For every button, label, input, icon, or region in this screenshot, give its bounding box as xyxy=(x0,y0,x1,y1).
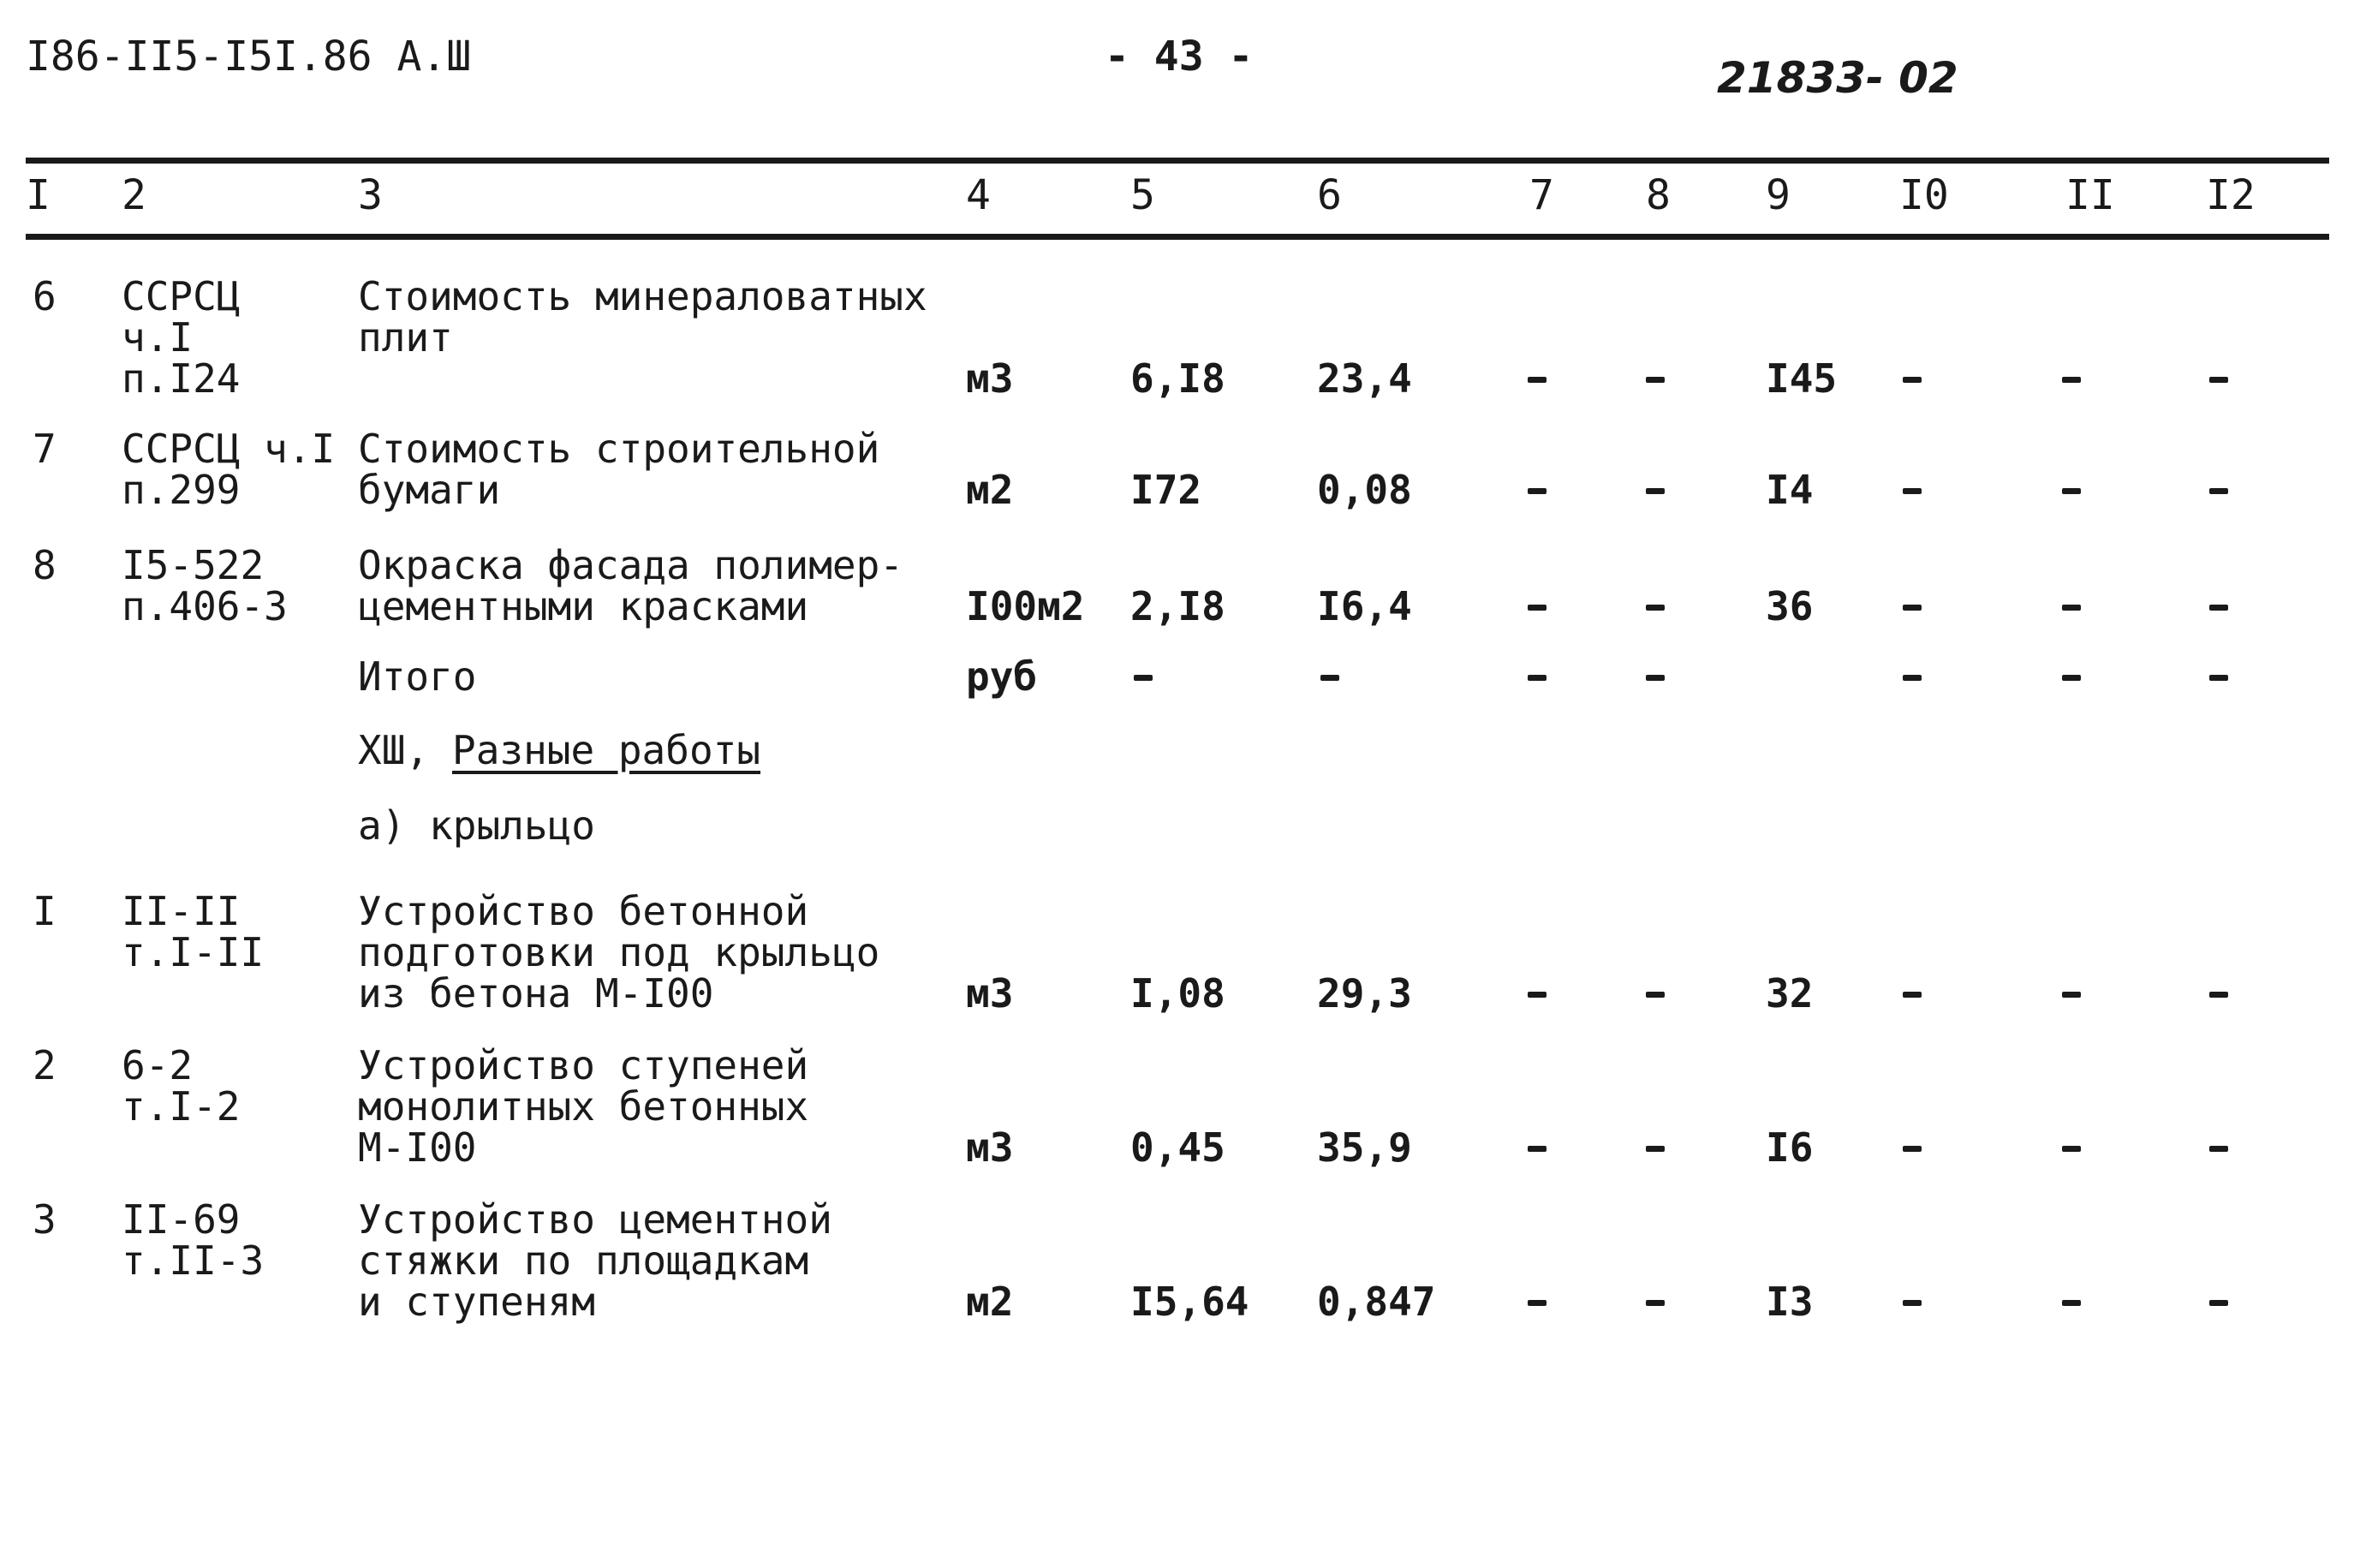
column-header-10: I0 xyxy=(1899,171,1949,219)
unit-price: 0,08 xyxy=(1317,467,1412,513)
column-header-4: 4 xyxy=(966,171,991,219)
col-10-dash xyxy=(1903,605,1922,611)
col-12-dash xyxy=(2209,675,2228,681)
quantity: I,08 xyxy=(1130,970,1225,1017)
quantity-dash xyxy=(1134,675,1153,681)
section-prefix: ХШ, xyxy=(358,727,453,773)
row-number: I xyxy=(33,888,57,934)
col-10-dash xyxy=(1903,1146,1922,1152)
col-8-dash xyxy=(1646,675,1665,681)
rate-code: ССРСЦ ч.I п.299 xyxy=(122,426,336,513)
col-10-dash xyxy=(1903,1300,1922,1306)
work-name: Стоимость строительной бумаги xyxy=(358,426,880,513)
rate-code: II-II т.I-II xyxy=(122,888,265,975)
column-header-5: 5 xyxy=(1130,171,1155,219)
col-8-dash xyxy=(1646,377,1665,383)
work-name: Итого xyxy=(358,653,477,700)
unit-price: 29,3 xyxy=(1317,970,1412,1017)
col-12-dash xyxy=(2209,377,2228,383)
col-12-dash xyxy=(2209,992,2228,998)
col-11-dash xyxy=(2062,1146,2081,1152)
col-8-dash xyxy=(1646,605,1665,611)
col-7-dash xyxy=(1528,1146,1547,1152)
row-number: 8 xyxy=(33,542,57,588)
unit: м3 xyxy=(966,355,1014,402)
row-number: 7 xyxy=(33,426,57,472)
unit: м3 xyxy=(966,970,1014,1017)
rate-code: I5-522 п.406-3 xyxy=(122,542,288,629)
quantity: I5,64 xyxy=(1130,1279,1249,1325)
unit: м2 xyxy=(966,467,1014,513)
col-9: 32 xyxy=(1766,970,1814,1017)
unit-price: 35,9 xyxy=(1317,1124,1412,1171)
column-header-11: II xyxy=(2065,171,2115,219)
col-12-dash xyxy=(2209,605,2228,611)
col-7-dash xyxy=(1528,675,1547,681)
col-11-dash xyxy=(2062,1300,2081,1306)
col-11-dash xyxy=(2062,605,2081,611)
col-11-dash xyxy=(2062,992,2081,998)
col-10-dash xyxy=(1903,377,1922,383)
column-header-1: I xyxy=(26,171,51,219)
unit-price-dash xyxy=(1320,675,1339,681)
col-12-dash xyxy=(2209,1146,2228,1152)
col-7-dash xyxy=(1528,377,1547,383)
column-header-8: 8 xyxy=(1646,171,1671,219)
rate-code: 6-2 т.I-2 xyxy=(122,1042,241,1130)
col-11-dash xyxy=(2062,377,2081,383)
work-name: Устройство цементной стяжки по площадкам и ступеням xyxy=(358,1196,832,1325)
column-header-6: 6 xyxy=(1317,171,1342,219)
unit: м3 xyxy=(966,1124,1014,1171)
work-name: Окраска фасада полимер- цементными красками xyxy=(358,542,903,629)
quantity: 0,45 xyxy=(1130,1124,1225,1171)
quantity: 2,I8 xyxy=(1130,583,1225,629)
document-code: I86-II5-I5I.86 А.Ш xyxy=(26,33,472,80)
unit: м2 xyxy=(966,1279,1014,1325)
column-header-3: 3 xyxy=(358,171,383,219)
unit: I00м2 xyxy=(966,583,1085,629)
unit-price: I6,4 xyxy=(1317,583,1412,629)
unit: руб xyxy=(966,653,1038,700)
section-title: Разные работы xyxy=(452,727,761,773)
col-7-dash xyxy=(1528,488,1547,494)
col-8-dash xyxy=(1646,1146,1665,1152)
subsection-title: а) крыльцо xyxy=(358,802,595,849)
col-9: I6 xyxy=(1766,1124,1814,1171)
column-header-2: 2 xyxy=(122,171,146,219)
column-header-9: 9 xyxy=(1766,171,1791,219)
col-12-dash xyxy=(2209,488,2228,494)
col-7-dash xyxy=(1528,1300,1547,1306)
col-12-dash xyxy=(2209,1300,2228,1306)
col-10-dash xyxy=(1903,488,1922,494)
col-7-dash xyxy=(1528,605,1547,611)
col-7-dash xyxy=(1528,992,1547,998)
work-name: Устройство бетонной подготовки под крыльцо из бетона М-I00 xyxy=(358,888,880,1017)
col-8-dash xyxy=(1646,992,1665,998)
col-11-dash xyxy=(2062,675,2081,681)
col-9: I4 xyxy=(1766,467,1814,513)
row-number: 6 xyxy=(33,273,57,319)
work-name: Устройство ступеней монолитных бетонных М-I00 xyxy=(358,1042,809,1171)
rate-code: II-69 т.II-3 xyxy=(122,1196,265,1284)
rate-code: ССРСЦ ч.I п.I24 xyxy=(122,273,241,402)
row-number: 2 xyxy=(33,1042,57,1088)
col-9: 36 xyxy=(1766,583,1814,629)
work-name: Стоимость минераловатных плит xyxy=(358,273,927,361)
document-number: 21833- 02 xyxy=(1717,53,1958,103)
column-header-12: I2 xyxy=(2206,171,2256,219)
page-number: - 43 - xyxy=(1105,33,1254,80)
col-9: I45 xyxy=(1766,355,1838,402)
unit-price: 23,4 xyxy=(1317,355,1412,402)
column-header-7: 7 xyxy=(1529,171,1554,219)
col-9: I3 xyxy=(1766,1279,1814,1325)
col-10-dash xyxy=(1903,675,1922,681)
quantity: 6,I8 xyxy=(1130,355,1225,402)
col-10-dash xyxy=(1903,992,1922,998)
col-8-dash xyxy=(1646,1300,1665,1306)
col-8-dash xyxy=(1646,488,1665,494)
col-11-dash xyxy=(2062,488,2081,494)
quantity: I72 xyxy=(1130,467,1202,513)
row-number: 3 xyxy=(33,1196,57,1243)
unit-price: 0,847 xyxy=(1317,1279,1436,1325)
